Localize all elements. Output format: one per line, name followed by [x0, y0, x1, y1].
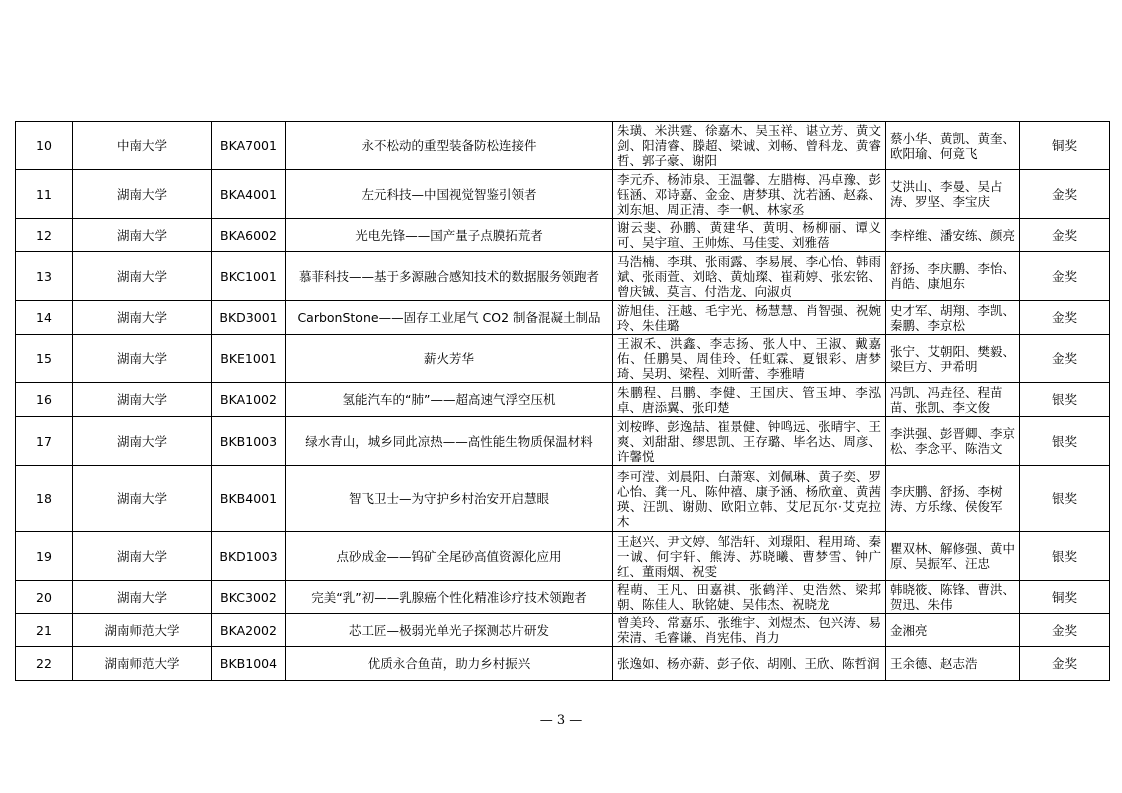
project-name-cell: 光电先锋——国产量子点膜拓荒者	[286, 219, 613, 252]
team-members-cell: 李元乔、杨沛泉、王温馨、左腊梅、冯卓豫、彭钰涵、邓诗嘉、金金、唐梦琪、沈若涵、赵淼、刘东旭、周正清、李一帆、林家丞	[613, 170, 886, 219]
table-row	[16, 614, 1110, 647]
advisors-cell: 韩晓筱、陈锋、曹洪、贺迅、朱伟	[886, 581, 1020, 614]
table-row	[16, 219, 1110, 252]
project-code-cell: BKA6002	[212, 219, 286, 252]
project-code-cell: BKD1003	[212, 532, 286, 581]
advisors-cell: 李梓维、潘安练、颜亮	[886, 219, 1020, 252]
project-name-cell: 优质永合鱼苗，助力乡村振兴	[286, 647, 613, 681]
award-cell: 铜奖	[1020, 122, 1110, 170]
award-cell: 金奖	[1020, 252, 1110, 301]
table-row	[16, 647, 1110, 681]
award-cell: 金奖	[1020, 219, 1110, 252]
advisors-cell: 冯凯、冯垚径、程苗苗、张凯、李文俊	[886, 383, 1020, 417]
table-row	[16, 252, 1110, 301]
team-members-cell: 张逸如、杨亦薪、彭子依、胡刚、王欣、陈哲润	[613, 647, 886, 681]
school-cell: 湖南大学	[73, 581, 212, 614]
award-cell: 金奖	[1020, 647, 1110, 681]
row-number: 15	[16, 335, 73, 383]
award-cell: 铜奖	[1020, 581, 1110, 614]
school-cell: 湖南大学	[73, 335, 212, 383]
award-table	[15, 121, 1110, 681]
project-name-cell: 完美“乳”初——乳腺癌个性化精准诊疗技术领跑者	[286, 581, 613, 614]
table-row	[16, 532, 1110, 581]
project-code-cell: BKB1003	[212, 417, 286, 466]
project-name-cell: 慕菲科技——基于多源融合感知技术的数据服务领跑者	[286, 252, 613, 301]
project-name-cell: 芯工匠—极弱光单光子探测芯片研发	[286, 614, 613, 647]
row-number: 11	[16, 170, 73, 219]
advisors-cell: 张宁、艾朝阳、樊毅、梁巨方、尹希明	[886, 335, 1020, 383]
advisors-cell: 蔡小华、黄凯、黄奎、欧阳瑜、何竟飞	[886, 122, 1020, 170]
team-members-cell: 曾美玲、常嘉乐、张维宇、刘煜杰、包兴涛、易荣清、毛睿谦、肖宪伟、肖力	[613, 614, 886, 647]
advisors-cell: 李庆鹏、舒扬、李树涛、方乐缘、侯俊军	[886, 466, 1020, 532]
row-number: 19	[16, 532, 73, 581]
project-name-cell: 智飞卫士—为守护乡村治安开启慧眼	[286, 466, 613, 532]
award-cell: 银奖	[1020, 383, 1110, 417]
project-name-cell: 左元科技—中国视觉智鉴引领者	[286, 170, 613, 219]
award-cell: 金奖	[1020, 170, 1110, 219]
school-cell: 湖南大学	[73, 532, 212, 581]
school-cell: 湖南大学	[73, 301, 212, 335]
project-code-cell: BKA2002	[212, 614, 286, 647]
project-code-cell: BKB1004	[212, 647, 286, 681]
project-code-cell: BKC3002	[212, 581, 286, 614]
team-members-cell: 王赵兴、尹文婷、邹浩轩、刘璟阳、程用琦、秦一诚、何宇轩、熊涛、苏晓曦、曹梦雪、钟广红、董雨烟、祝雯	[613, 532, 886, 581]
award-cell: 金奖	[1020, 335, 1110, 383]
table-row	[16, 581, 1110, 614]
advisors-cell: 金湘亮	[886, 614, 1020, 647]
row-number: 16	[16, 383, 73, 417]
team-members-cell: 李可滢、刘晨阳、白萧寒、刘佩琳、黄子奕、罗心怡、龚一凡、陈仲禧、康予涵、杨欣童、黄茜瑛、汪凯、谢勋、欧阳立韩、艾尼瓦尔·艾克拉木	[613, 466, 886, 532]
row-number: 10	[16, 122, 73, 170]
advisors-cell: 王余德、赵志浩	[886, 647, 1020, 681]
school-cell: 湖南师范大学	[73, 647, 212, 681]
school-cell: 中南大学	[73, 122, 212, 170]
team-members-cell: 马浩楠、李琪、张雨露、李易展、李心怡、韩雨斌、张雨萱、刘晗、黄灿璨、崔莉婷、张宏铭、曾庆铖、莫言、付浩龙、向淑贞	[613, 252, 886, 301]
page-number: — 3 —	[539, 713, 583, 728]
project-code-cell: BKA4001	[212, 170, 286, 219]
advisors-cell: 艾洪山、李曼、吴占涛、罗坚、李宝庆	[886, 170, 1020, 219]
school-cell: 湖南大学	[73, 170, 212, 219]
table-row	[16, 466, 1110, 532]
award-cell: 金奖	[1020, 614, 1110, 647]
team-members-cell: 谢云斐、孙鹏、黄建华、黄明、杨柳丽、谭义可、吴宇瑄、王帅炼、马佳雯、刘雅蓓	[613, 219, 886, 252]
team-members-cell: 游旭佳、汪越、毛宇光、杨慧慧、肖智强、祝婉玲、朱佳璐	[613, 301, 886, 335]
advisors-cell: 舒扬、李庆鹏、李怡、肖皓、康旭东	[886, 252, 1020, 301]
school-cell: 湖南大学	[73, 466, 212, 532]
team-members-cell: 王淑禾、洪鑫、李志扬、张人中、王淑、戴嘉佑、任鹏昊、周佳玲、任虹霖、夏银彩、唐梦琦、吴玥、梁程、刘昕蕾、李雅晴	[613, 335, 886, 383]
project-code-cell: BKA7001	[212, 122, 286, 170]
project-name-cell: CarbonStone——固存工业尾气 CO2 制备混凝土制品	[286, 301, 613, 335]
project-name-cell: 点砂成金——钨矿全尾砂高值资源化应用	[286, 532, 613, 581]
advisors-cell: 瞿双林、解修强、黄中原、吴振军、汪忠	[886, 532, 1020, 581]
team-members-cell: 刘桉晔、彭逸喆、崔景健、钟鸣远、张晴宇、王爽、刘甜甜、缪思凯、王存璐、毕名达、周彦、许馨悦	[613, 417, 886, 466]
team-members-cell: 朱璜、米洪霆、徐嘉木、吴玉祥、谌立芳、黄文剑、阳清睿、滕超、梁诚、刘畅、曾科龙、黄睿哲、郭子豪、谢阳	[613, 122, 886, 170]
team-members-cell: 朱鹏程、吕鹏、李健、王国庆、管玉坤、李泓卓、唐添翼、张印楚	[613, 383, 886, 417]
school-cell: 湖南大学	[73, 219, 212, 252]
table-row	[16, 301, 1110, 335]
row-number: 20	[16, 581, 73, 614]
project-code-cell: BKC1001	[212, 252, 286, 301]
project-code-cell: BKB4001	[212, 466, 286, 532]
award-table-body	[16, 122, 1110, 681]
row-number: 17	[16, 417, 73, 466]
table-row	[16, 335, 1110, 383]
project-name-cell: 氢能汽车的“肺”——超高速气浮空压机	[286, 383, 613, 417]
advisors-cell: 史才军、胡翔、李凯、秦鹏、李京松	[886, 301, 1020, 335]
table-row	[16, 122, 1110, 170]
team-members-cell: 程萌、王凡、田嘉祺、张鹤洋、史浩然、梁邦朝、陈佳人、耿铭婕、吴伟杰、祝晓龙	[613, 581, 886, 614]
project-name-cell: 永不松动的重型装备防松连接件	[286, 122, 613, 170]
row-number: 22	[16, 647, 73, 681]
school-cell: 湖南师范大学	[73, 614, 212, 647]
project-name-cell: 薪火芳华	[286, 335, 613, 383]
school-cell: 湖南大学	[73, 417, 212, 466]
advisors-cell: 李洪强、彭晋卿、李京松、李念平、陈浩文	[886, 417, 1020, 466]
school-cell: 湖南大学	[73, 383, 212, 417]
row-number: 21	[16, 614, 73, 647]
table-row	[16, 383, 1110, 417]
project-code-cell: BKD3001	[212, 301, 286, 335]
row-number: 14	[16, 301, 73, 335]
project-code-cell: BKA1002	[212, 383, 286, 417]
table-row	[16, 170, 1110, 219]
row-number: 13	[16, 252, 73, 301]
table-row	[16, 417, 1110, 466]
award-cell: 银奖	[1020, 417, 1110, 466]
award-cell: 银奖	[1020, 532, 1110, 581]
award-cell: 金奖	[1020, 301, 1110, 335]
project-name-cell: 绿水青山，城乡同此凉热——高性能生物质保温材料	[286, 417, 613, 466]
row-number: 12	[16, 219, 73, 252]
school-cell: 湖南大学	[73, 252, 212, 301]
row-number: 18	[16, 466, 73, 532]
award-cell: 银奖	[1020, 466, 1110, 532]
project-code-cell: BKE1001	[212, 335, 286, 383]
